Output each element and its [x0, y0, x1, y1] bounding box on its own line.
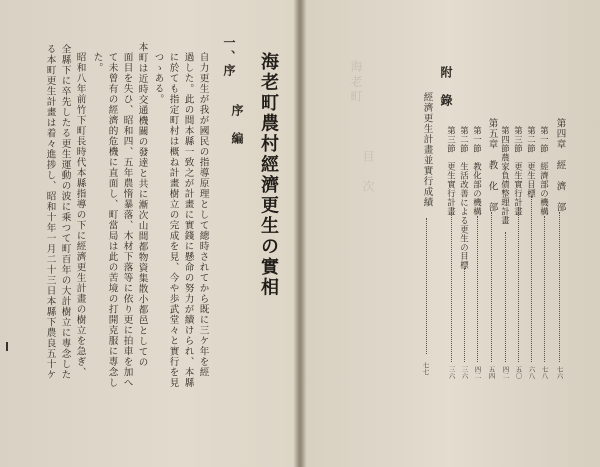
appendix-heading: 附 錄	[439, 66, 453, 108]
preface-line-9: 昭和八年前竹下町長時代本縣指導の下に經濟更生計畫の樹立を急ぎ、	[74, 52, 86, 378]
toc-entry-7: 第一節 教化部の機構	[472, 126, 483, 216]
show-through-text-1: 海老町	[349, 60, 363, 105]
toc-leader-5	[505, 232, 506, 362]
toc-page-9: 三六	[447, 366, 456, 379]
preface-line-2: 過した。此の間本縣一致之が計畫に實錢に懸命の努力が續けられ、本縣	[182, 52, 194, 388]
page-mark	[6, 342, 8, 351]
show-through-text-2: 目 次	[361, 150, 375, 195]
preface-line-4: つゝある。	[152, 52, 164, 105]
preface-line-1: 自力更生が我が國民の指導原理として總時されてから既に三ケ年を經	[197, 52, 209, 378]
toc-leader-8	[464, 268, 465, 362]
toc-entry-8: 第二節 生活改善による更生の目標	[459, 126, 470, 270]
toc-leader-4	[518, 212, 519, 362]
toc-leader-6	[491, 212, 492, 362]
toc-entry-1: 第四章 經 濟 部	[554, 118, 566, 213]
toc-page-4: 五〇	[514, 366, 523, 379]
toc-entry-5: 第四節農家負債整理計畫	[500, 126, 511, 225]
left-page-preface	[0, 0, 298, 467]
toc-entry-4: 第三節 更生實行計畫	[513, 126, 524, 216]
appendix-item: 經濟更生計畫並實行成績	[421, 92, 433, 208]
toc-page-1: 七六	[555, 366, 564, 379]
preface-line-11: る本町更生計畫は着々進捗し、昭和十年一月二十三日本縣下農良五十ケ	[44, 44, 56, 380]
preface-line-3: に於ても指定町村は概ね計畫樹立の完成を見、今や歩武堂々と實行を見	[167, 52, 179, 388]
toc-page-7: 四二	[473, 366, 482, 379]
toc-leader-3	[531, 196, 532, 362]
toc-entry-6: 第五章 教 化 部	[486, 118, 498, 213]
preface-line-7: て未曾有の經濟的危機に直面し、町當局は此の苦境の打開克服に專念し	[106, 52, 118, 388]
toc-page-8: 三六	[460, 366, 469, 379]
appendix-leader	[426, 218, 427, 354]
right-page-toc	[302, 0, 600, 467]
preface-line-5: 本町は近時交通機關の發達と共に漸次山間都物資集散小都邑としての	[136, 42, 148, 368]
toc-leader-2	[544, 216, 545, 362]
toc-entry-2: 第一節 經濟部の機構	[539, 126, 550, 216]
preface-line-6: 面目を失ひ、昭和四、五年農惰暴落、木材下落等に依り更に拍車を加へ	[121, 52, 133, 388]
toc-page-3: 六八	[527, 366, 536, 379]
toc-leader-9	[451, 212, 452, 362]
preface-subheading: 序 編	[230, 104, 244, 146]
toc-leader-7	[477, 216, 478, 362]
toc-page-5: 四二	[501, 366, 510, 379]
toc-page-2: 七八	[540, 366, 549, 379]
toc-entry-9: 第三節 更生實行計畫	[446, 126, 457, 216]
preface-heading: 一、序	[222, 36, 236, 78]
toc-entry-3: 第二節 更生目標	[526, 126, 537, 198]
toc-leader-1	[559, 212, 560, 362]
appendix-page: 七七	[421, 362, 430, 375]
toc-page-6: 五四	[487, 366, 496, 379]
preface-line-8: た。	[91, 52, 103, 73]
book-title: 海老町農村經濟更生の實相	[258, 52, 279, 298]
preface-line-10: 全縣下に卒先したる更生運動の波に乘つて町百年の大計樹立に專念した	[59, 44, 71, 380]
